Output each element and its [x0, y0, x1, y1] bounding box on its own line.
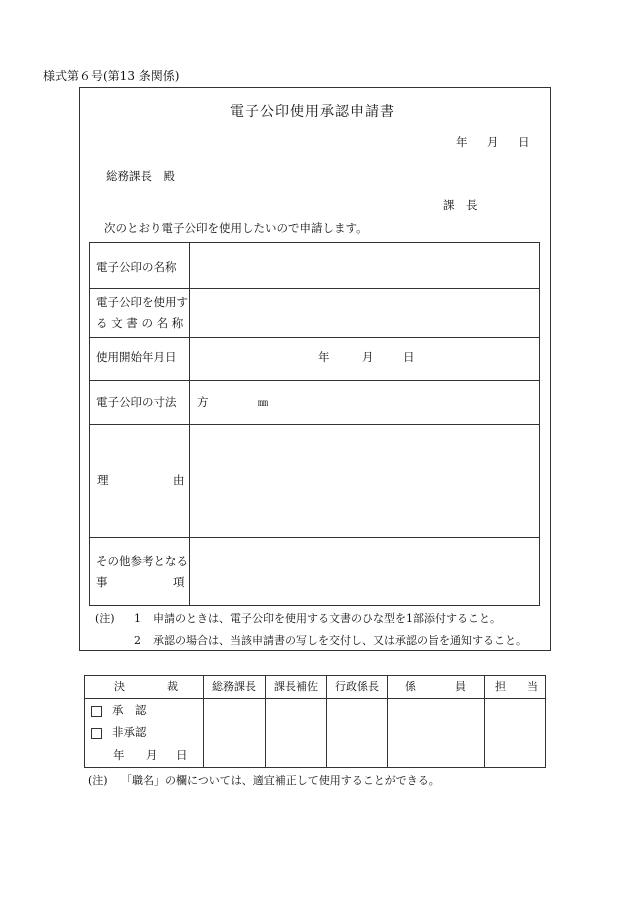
row-divider	[89, 537, 540, 538]
approval-col-divider	[387, 675, 388, 768]
reject-label: 非承認	[112, 725, 147, 739]
doc-name-label-2: る 文 書 の 名 称	[96, 316, 184, 330]
start-month: 月	[362, 350, 374, 364]
approval-col-divider	[326, 675, 327, 768]
decision-header-a: 決	[114, 680, 125, 693]
date-month-label: 月	[487, 135, 499, 149]
header-kakariin-b: 員	[455, 680, 466, 693]
size-unit: ㎜	[258, 398, 268, 409]
header-gyosei-kakaricho: 行政係長	[335, 680, 379, 693]
doc-name-label-1: 電子公印を使用す	[96, 295, 188, 309]
date-year-label: 年	[456, 135, 468, 149]
addressee: 総務課長 殿	[106, 169, 175, 183]
row-divider	[89, 337, 540, 338]
reason-label-a: 理	[97, 473, 109, 487]
approve-label: 承 認	[112, 703, 147, 717]
note-2-text: 承認の場合は、当該申請書の写しを交付し、又は承認の旨を通知すること。	[153, 634, 527, 647]
header-tanto-a: 担	[495, 680, 506, 693]
approve-checkbox[interactable]	[91, 706, 102, 717]
start-year: 年	[318, 350, 330, 364]
header-somu-kacho: 総務課長	[212, 680, 256, 693]
footnote-label: (注)	[88, 774, 108, 787]
decision-header-b: 裁	[167, 680, 178, 693]
note-label: (注)	[95, 612, 115, 625]
footnote-text: 「職名」の欄については、適宜補正して使用することができる。	[121, 774, 440, 787]
form-title: 電子公印使用承認申請書	[230, 104, 395, 120]
size-label: 電子公印の寸法	[96, 395, 177, 409]
approval-col-divider	[484, 675, 485, 768]
row-divider	[89, 380, 540, 381]
note-2-number: 2	[134, 634, 141, 647]
start-day: 日	[403, 350, 415, 364]
seal-name-label: 電子公印の名称	[96, 260, 177, 274]
reason-label-b: 由	[173, 473, 185, 487]
approval-day: 日	[176, 748, 188, 762]
approval-month: 月	[146, 748, 158, 762]
start-date-label: 使用開始年月日	[96, 350, 177, 364]
row-divider	[89, 424, 540, 425]
date-day-label: 日	[518, 135, 530, 149]
row-divider	[89, 288, 540, 289]
size-square: 方	[197, 395, 209, 409]
form-number: 様式第６号(第13 条関係)	[43, 69, 180, 83]
applicant-title: 課 長	[443, 198, 478, 212]
approval-col-divider	[203, 675, 204, 768]
header-kacho-hosa: 課長補佐	[274, 680, 318, 693]
approval-year: 年	[113, 748, 125, 762]
intro-text: 次のとおり電子公印を使用したいので申請します。	[104, 221, 368, 235]
reject-checkbox[interactable]	[91, 728, 102, 739]
approval-col-divider	[265, 675, 266, 768]
header-kakariin-a: 係	[405, 680, 416, 693]
approval-header-divider	[84, 698, 546, 699]
note-1-text: 申請のときは、電子公印を使用する文書のひな型を1部添付すること。	[153, 612, 501, 625]
other-label-2a: 事	[96, 575, 108, 589]
other-label-2b: 項	[173, 575, 185, 589]
note-1-number: 1	[134, 612, 141, 625]
other-label-1: その他参考となる	[96, 554, 188, 568]
header-tanto-b: 当	[527, 680, 538, 693]
